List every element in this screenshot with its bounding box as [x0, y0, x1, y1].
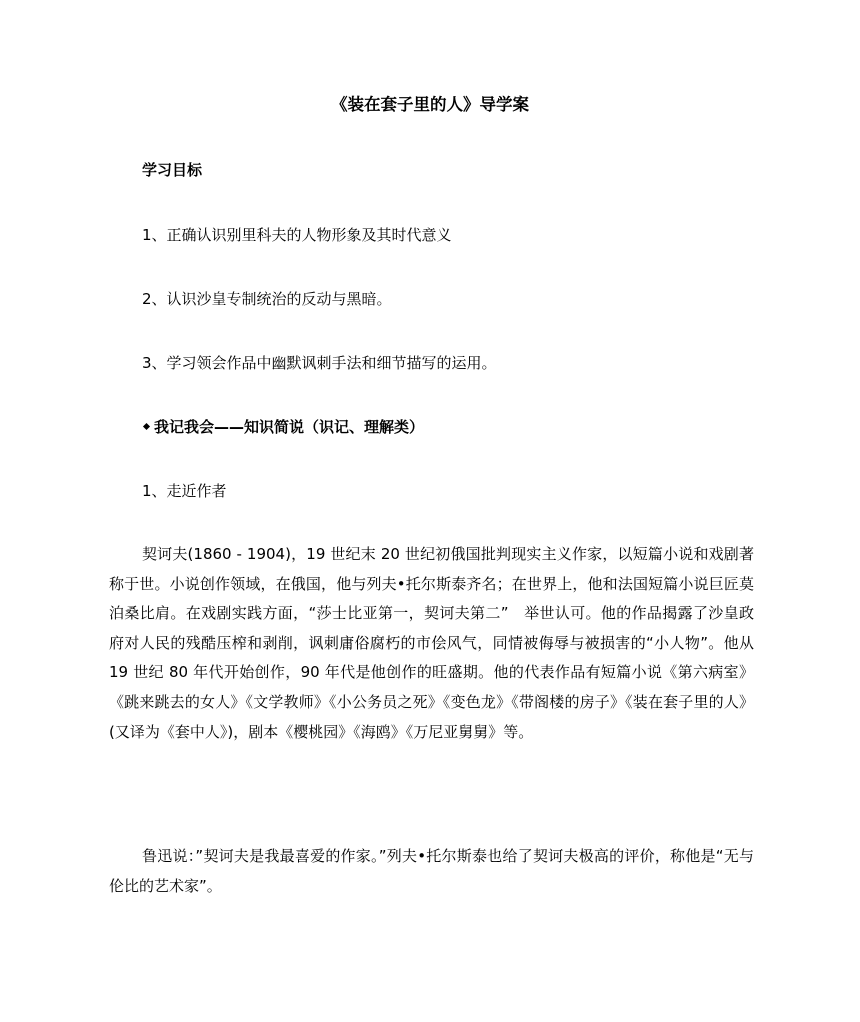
quotes-paragraph: 鲁迅说：”契诃夫是我最喜爱的作家。”列夫•托尔斯泰也给了契诃夫极高的评价，称他是“无与伦比的艺术家”。 [109, 847, 754, 895]
diamond-bullet-icon [143, 422, 150, 429]
knowledge-section-heading [142, 415, 762, 439]
author-bio-paragraph: 契诃夫(1860 - 1904)，19 世纪末 20 世纪初俄国批判现实主义作家，以短篇小说和戏剧著称于世。小说创作领域，在俄国，他与列夫•托尔斯泰齐名；在世界上，他和法国短篇小说巨匠莫泊桑比肩。在戏剧实践方面，“莎士比亚第一，契诃夫第二” 举世认可。他的作品揭露了沙皇政府对人民的残酷压榨和剥削，讽刺庸俗腐朽的市侩风气，同情被侮辱与被损害的“小人物”。他从 19 世纪 80 年代开始创作，90 年代是他创作的旺盛期。他的代表作品有短篇小说《第六病室》《跳来跳去的女人》《文学教师》《小公务员之死》《变色龙》《带阁楼的房子》《装在套子里的人》(又译为《套中人》)，剧本《樱桃园》《海鸥》《万尼亚舅舅》等。 [109, 545, 754, 741]
objectives-heading: 学习目标 [142, 161, 203, 179]
author-subsection-heading: 1、走近作者 [142, 482, 227, 500]
objective-item-1: 1、正确认识别里科夫的人物形象及其时代意义 [142, 226, 452, 244]
knowledge-section-heading-text: 我记我会——知识简说（识记、理解类） [154, 418, 425, 436]
objective-item-2: 2、认识沙皇专制统治的反动与黑暗。 [142, 290, 392, 308]
document-title: 《装在套子里的人》导学案 [331, 95, 529, 114]
objective-item-3: 3、学习领会作品中幽默讽刺手法和细节描写的运用。 [142, 354, 497, 372]
